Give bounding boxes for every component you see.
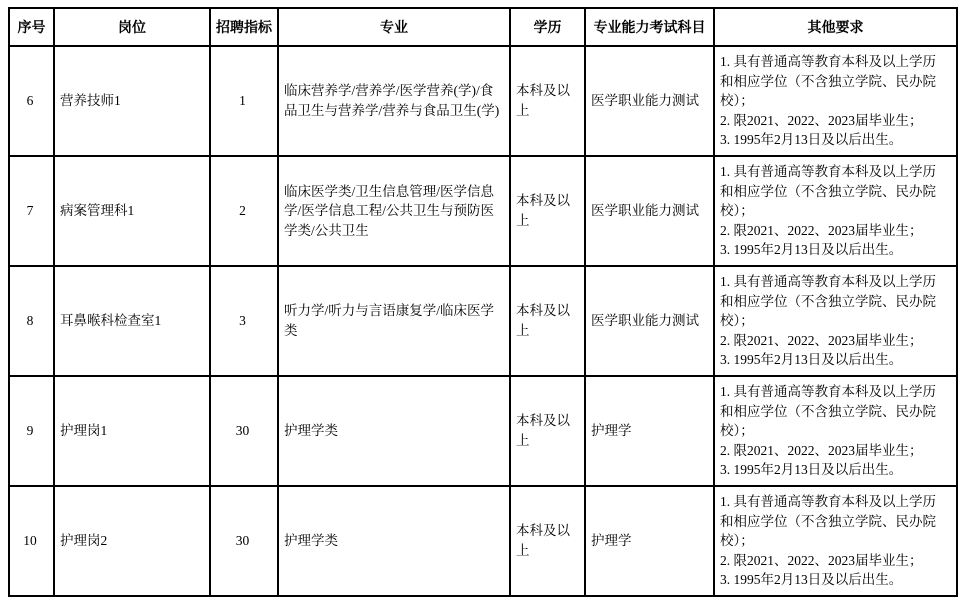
cell-recruitment-quota: 30 bbox=[210, 376, 278, 486]
cell-serial-number: 6 bbox=[9, 46, 54, 156]
cell-position: 护理岗2 bbox=[54, 486, 210, 596]
table-row bbox=[9, 156, 957, 266]
cell-major: 听力学/听力与言语康复学/临床医学类 bbox=[278, 266, 510, 376]
header-exam-subject: 专业能力考试科目 bbox=[585, 8, 714, 46]
requirement-line: 2. 限2021、2022、2023届毕业生； bbox=[720, 442, 923, 458]
requirement-line: 2. 限2021、2022、2023届毕业生； bbox=[720, 112, 923, 128]
table-header-row bbox=[9, 8, 957, 46]
cell-exam-subject: 医学职业能力测试 bbox=[585, 156, 714, 266]
cell-major: 护理学类 bbox=[278, 486, 510, 596]
header-major: 专业 bbox=[278, 8, 510, 46]
cell-exam-subject: 医学职业能力测试 bbox=[585, 46, 714, 156]
cell-position: 护理岗1 bbox=[54, 376, 210, 486]
requirement-line: 2. 限2021、2022、2023届毕业生； bbox=[720, 222, 923, 238]
cell-serial-number: 10 bbox=[9, 486, 54, 596]
cell-major: 临床营养学/营养学/医学营养(学)/食品卫生与营养学/营养与食品卫生(学) bbox=[278, 46, 510, 156]
cell-serial-number: 8 bbox=[9, 266, 54, 376]
header-recruitment-quota: 招聘指标 bbox=[210, 8, 278, 46]
cell-exam-subject: 医学职业能力测试 bbox=[585, 266, 714, 376]
requirement-line: 1. 具有普通高等教育本科及以上学历和相应学位（不含独立学院、民办院校）； bbox=[720, 274, 936, 329]
table-row bbox=[9, 266, 957, 376]
cell-major: 临床医学类/卫生信息管理/医学信息学/医学信息工程/公共卫生与预防医学类/公共卫生 bbox=[278, 156, 510, 266]
cell-major: 护理学类 bbox=[278, 376, 510, 486]
cell-recruitment-quota: 1 bbox=[210, 46, 278, 156]
cell-other-requirements bbox=[714, 266, 957, 376]
cell-recruitment-quota: 2 bbox=[210, 156, 278, 266]
cell-education: 本科及以上 bbox=[510, 46, 585, 156]
cell-other-requirements bbox=[714, 46, 957, 156]
cell-recruitment-quota: 3 bbox=[210, 266, 278, 376]
cell-serial-number: 7 bbox=[9, 156, 54, 266]
header-education: 学历 bbox=[510, 8, 585, 46]
cell-position: 营养技师1 bbox=[54, 46, 210, 156]
cell-education: 本科及以上 bbox=[510, 266, 585, 376]
header-other-requirements: 其他要求 bbox=[714, 8, 957, 46]
table-row bbox=[9, 376, 957, 486]
requirement-line: 3. 1995年2月13日及以后出生。 bbox=[720, 242, 903, 258]
table-row bbox=[9, 486, 957, 596]
header-position: 岗位 bbox=[54, 8, 210, 46]
cell-education: 本科及以上 bbox=[510, 486, 585, 596]
requirement-line: 3. 1995年2月13日及以后出生。 bbox=[720, 462, 903, 478]
cell-recruitment-quota: 30 bbox=[210, 486, 278, 596]
cell-other-requirements bbox=[714, 486, 957, 596]
cell-position: 病案管理科1 bbox=[54, 156, 210, 266]
recruitment-table bbox=[8, 7, 958, 597]
cell-serial-number: 9 bbox=[9, 376, 54, 486]
requirement-line: 1. 具有普通高等教育本科及以上学历和相应学位（不含独立学院、民办院校）； bbox=[720, 164, 936, 219]
requirement-line: 1. 具有普通高等教育本科及以上学历和相应学位（不含独立学院、民办院校）； bbox=[720, 54, 936, 109]
cell-education: 本科及以上 bbox=[510, 376, 585, 486]
cell-position: 耳鼻喉科检查室1 bbox=[54, 266, 210, 376]
requirement-line: 3. 1995年2月13日及以后出生。 bbox=[720, 132, 903, 148]
cell-other-requirements bbox=[714, 156, 957, 266]
requirement-line: 3. 1995年2月13日及以后出生。 bbox=[720, 352, 903, 368]
header-serial-number: 序号 bbox=[9, 8, 54, 46]
requirement-line: 2. 限2021、2022、2023届毕业生； bbox=[720, 552, 923, 568]
requirement-line: 1. 具有普通高等教育本科及以上学历和相应学位（不含独立学院、民办院校）； bbox=[720, 494, 936, 549]
cell-exam-subject: 护理学 bbox=[585, 486, 714, 596]
requirement-line: 1. 具有普通高等教育本科及以上学历和相应学位（不含独立学院、民办院校）； bbox=[720, 384, 936, 439]
cell-education: 本科及以上 bbox=[510, 156, 585, 266]
requirement-line: 2. 限2021、2022、2023届毕业生； bbox=[720, 332, 923, 348]
cell-exam-subject: 护理学 bbox=[585, 376, 714, 486]
requirement-line: 3. 1995年2月13日及以后出生。 bbox=[720, 572, 903, 588]
cell-other-requirements bbox=[714, 376, 957, 486]
table-row bbox=[9, 46, 957, 156]
